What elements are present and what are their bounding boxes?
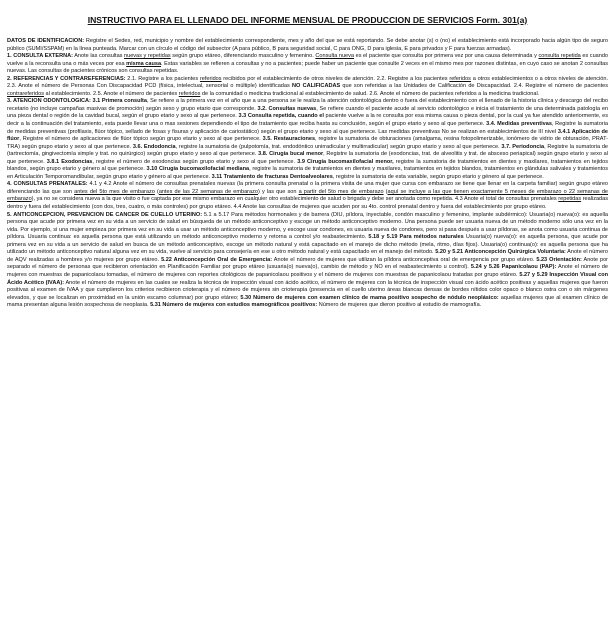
paragraph-text: Anote por separado el número de personas que recibieron orientación en Planificación Familiar por grupo etáreo (usuaria(o) nueva(o), cambio de método y NO en el reabastecimiento u control). — [7, 256, 609, 271]
paragraph — [7, 38, 608, 53]
paragraph-text: ( — [154, 188, 159, 195]
paragraph-text: Anote las consultas — [72, 53, 125, 60]
paragraph-text: Anote el número de mujeres en las cuales se realiza la técnica de inspección visual con ácido acético, el número de mujeres con la técnica de inspección visual con ácido acético positivas y aquellas mujeres que fueron positivas al examen de IVAA y que cumplieron los criterios recibieron crioterapia y el número de mujeres sin crioterapia (presencia en el cuello uterino áreas blancas densas de bordes nítidos color opaco o blanco ostra con o sin márgenes elevados, y que se localizan en proximidad en la unión escamo columnar) por grupo etáreo; — [7, 279, 608, 301]
paragraph-text: Consulta nueva — [315, 53, 355, 60]
bold-text: 5.30 Número de mujeres con examen clínico de mama positivo sospecho de nódulo neoplásico: — [240, 294, 499, 301]
paragraph-text: paciente vuelve a la re consulta por esa misma causa o pieza dental, por la cual ya fue atendido anteriormente, es decir a la continuación del tratamiento, esta puede llevar una o mas sesiones dependiendo el tipo de tratamiento que reciba hasta su conclusión, según el grupo etario y sexo al que pertenece. — [7, 113, 608, 128]
paragraph-text: Anote el número de AQV realizadas a hombres y/o mujeres por grupo etáreo. — [7, 249, 608, 263]
bold-text: DATOS DE IDENTIFICACION: — [7, 38, 85, 44]
bold-text: 3.4. Medidas preventivas — [486, 121, 552, 128]
paragraph-text: 2.1. Registre a los pacientes — [125, 75, 200, 82]
bold-text: 3.4.1 Aplicación de flúor — [7, 128, 608, 143]
paragraph-text: registre la sumatoria de tratamientos en dientes y maxilares, tratamientos en tejidos blandos, según grupo etario y género al que pertenece. — [7, 158, 608, 173]
paragraph — [7, 98, 608, 181]
paragraph-text: Usuaria(o) nueva(o): es aquella persona, que acude por primera vez en su vida a un servicio de salud en busca de un método anticonceptivo, escoge un método natural y está capacitado en el manejo de dicho método (mela, ritmo, días fijos). Usuaria(o) continua(o): es aquella persona que ha utilizado un método anticonceptivo natural alguna vez en su vida, vuelve al servicio para consejería en ese u otro método natural y está capacitado en el manejo del método. — [7, 234, 609, 256]
bold-text: 5.22 Anticoncepción Oral de Emergencia: — [161, 256, 273, 263]
paragraph-text: Anote el número de mujeres con muestras de papanicolaou tomadas, el número de mujeres con reportes citológicos de papanicolaou positivos y el número de mujeres con muestras de papanicolaou tratadas por grupo etáreo. — [7, 264, 608, 278]
paragraph-text: es el paciente que consulta por primera vez por una causa determinada y — [354, 53, 539, 60]
paragraph — [7, 76, 608, 99]
paragraph-text: recibidos por el establecimiento de otros niveles de atención. 2.2. Registre a los pacientes — [221, 75, 450, 82]
paragraph-text: ) y las que son — [257, 188, 299, 195]
paragraph-text: , registre la sumatoria de esta variable, según grupo etario y género al que pertenece. — [332, 173, 544, 180]
paragraph-text: aquellas mujeres que al examen clínico de mama presentan alguna lesión sospechosa de neoplasia. — [7, 294, 608, 309]
paragraph-text: , Registre la sumatoria de (exodoncias, trat. de alveolitis y trat. de absceso periapical) según grupo etario y sexo al que pertenece. — [7, 151, 608, 165]
document-title: INSTRUCTIVO PARA EL LLENADO DEL INFORME MENSUAL DE PRODUCCION DE SERVICIOS Form. 301(a) — [87, 15, 528, 25]
bold-text: 5.31 Número de mujeres con estudios mamográficos positivos: — [150, 302, 318, 309]
bold-text: 5. ANTICONCEPCION, PREVENCION DE CANCER DE CUELLO UTERINO: — [7, 211, 203, 218]
paragraph-text: , Registre la sumatoria de (tartrectomía, gingivectomía simple y trat. no quirúrgico) según grupo etario y sexo al que pertenece. — [7, 143, 608, 158]
paragraph-text: , Registre el número de aplicaciones de flúor tópico según grupo etario y sexo al que pertenece. — [19, 136, 263, 143]
paragraph-text: referidos — [449, 75, 471, 82]
paragraph-text: , registre la sumatoria de tratamientos en dientes y maxilares, tratamientos en tejidos blandos, tratamientos en glándulas salivales y tratamientos en Articulación Temporomandibular, según grupo etario y género al que pertenece. — [7, 166, 608, 180]
bold-text: 5.27 y 5.29 Inspección Visual con Ácido Acético (IVAA): — [7, 271, 608, 286]
bold-text: 3.11 Tratamiento de fracturas Dentoalveolares — [211, 173, 333, 180]
paragraph-text: es cuando vuelve a la reconsulta una o más veces por esa — [7, 53, 609, 67]
paragraph-text: a partir del 5to mes de embarazo — [298, 188, 384, 195]
bold-text: 1. CONSULTA EXTERNA: — [7, 53, 73, 60]
paragraph-text: Registre el Sedes, red, municipio y nombre del establecimiento correspondiente, mes y año del que se está reportando. Se debe anotar (s) o (no) el establecimiento está incorporado hacia algún tipo de seguro público (SUMI/SSPAM) en la línea punteada. Marcar con un círculo el código del subsector (A para público, B para seguridad social, C para ONG, D para iglesia, E para privados y F para fuerzas armadas). — [7, 38, 608, 52]
paragraph-text: de la comunidad o medicina tradicional al establecimiento de salud. 2.6. Anote el número de pacientes referidos a la medicina tradicional. — [200, 90, 540, 97]
bold-text: 3.9 Cirugía bucomaxilofacial menor, — [297, 158, 394, 165]
paragraph-text: que son referidas a las Unidades de Calificación de Discapacidad. 2.4. Registre el número de pacientes — [340, 83, 608, 90]
bold-text: 2. REFERENCIAS Y CONTRAREFERENCIAS: — [7, 75, 126, 82]
bold-text: 3.3 Consulta repetida, cuando el — [238, 113, 324, 120]
paragraph-text: según grupo etáreo, diferenciando masculino y femenino. — [170, 53, 316, 60]
paragraph-text: al establecimiento. 2.5. Anote el número de pacientes — [44, 90, 179, 97]
bold-text: 5.23 Orientación: — [536, 256, 582, 263]
bold-text: 3. ATENCION ODONTOLOGICA: 3.1 Primera consulta — [7, 98, 147, 105]
paragraph-text: contrareferidos — [7, 90, 44, 97]
paragraph-text: , Se refiere cuando el paciente acude al servicio odontológico e inicia el tratamiento de una determinada patología en una pieza dental o región de la cavidad bucal, según el grupo etario y sexo al que pertenece. — [7, 105, 609, 120]
bold-text: NO CALIFICADAS — [292, 83, 341, 90]
paragraph-text: referidos — [178, 90, 201, 97]
bold-text: 5.18 y 5.19 Para métodos naturales — [368, 234, 464, 241]
paragraph-text: 4.1 y 4.2 Anote el número de consultas prenatales nuevas (la primera consulta prenatal o la primera visita de una mujer que cursa con embarazo se tiene que llenar en la carpeta familiar) según grupo etáreo diferenciando las que son — [7, 181, 608, 195]
paragraph-text: , Se refiere a la primera vez en el año que a una persona se le realiza la atención odontológica dentro o fuera del establecimiento con el llenado de la historia clínica y descargo del recibo recetario (no incluye campañas masivas de promoción) según sexo y grupo etario que corresponde. — [7, 98, 608, 112]
paragraph-text: , registre la sumatoria de (pulpotomía, trat. endodóntico unirradicular y multirradicular) según grupo etario y sexo al que pertenece. — [175, 143, 502, 150]
paragraph-text: , registre el número de exodoncias según grupo etario y sexo al que pertenece. — [92, 158, 298, 165]
paragraph-text: antes del 5to mes de embarazo — [74, 188, 155, 195]
paragraph-text: realizadas dentro y fuera del establecimiento (con dos, tres, cuatro, o más controles) por grupo etáreo. 4.4 Anote las consultas de mujeres que acuden por su 4to. control prenatal dentro y fuera del establecimiento por grupo etáreo. — [7, 196, 608, 211]
bold-text: 4. CONSULTAS PRENATALES: — [7, 181, 88, 188]
paragraph-text: ( — [383, 188, 388, 195]
paragraph-text: Número de mujeres que dieron positivo al estudio de mamografía. — [317, 302, 482, 309]
bold-text: 3.8. Cirugía bucal menor — [258, 151, 324, 158]
paragraph — [7, 181, 608, 211]
paragraph — [7, 212, 608, 310]
paragraph-text: Anote el número de mujeres que utilizan la píldora anticonceptiva oral de emergencia por grupo etáreo. — [272, 256, 537, 263]
paragraph-text: nuevas y repetidas — [124, 53, 171, 60]
bold-text: 5.24 y 5.26 Papanicolaou (PAP): — [470, 264, 557, 271]
paragraph — [7, 53, 608, 76]
paragraph-text: ), ya no se considera nueva a la que visito o fue captada por ese mismo embarazo en cualquier otro establecimiento de salud o brigada y debe ser anotada como repetida. 4.3 Anote el total de consultas prenatales — [31, 196, 559, 203]
bold-text: 3.5. Restauraciones — [262, 136, 316, 143]
paragraph-text: consulta repetida — [538, 53, 581, 60]
paragraph-text: , Registre la sumatoria de medidas preventivas (profilaxis, flúor tópico, sellado de fosas y fisuras y aplicación de cariostático) según el grupo etario y sexo al que pertenece. Las medidas preventivas No se realizan en establecimientos de III nivel — [7, 121, 608, 135]
paragraph-text: , registre la sumatoria de obturaciones (amalgama, resina fotopolimerizable, ionómero de vidrio de obturación, PRAT-TRA) según grupo etario y sexo al que pertenece. — [7, 136, 608, 150]
document-body — [7, 38, 608, 310]
paragraph-text: . Estas variables se refieren a consultas y no a pacientes; puede haber un paciente que consulte 2 veces en el mismo mes por razones distintas, en cuyo caso se anotan 2 consultas nuevas. Las consultas de pacientes crónicos son consultas repetidas. — [7, 60, 608, 75]
bold-text: 3.10 Cirugía bucomaxilofacial mediana — [146, 166, 250, 173]
bold-text: misma causa — [126, 60, 162, 67]
paragraph-text: 5.1 a 5.17 Para métodos hormonales y de barrera (DIU, píldora, inyectable, condón masculino y femenino, implante subdérmico): Usuaria(o) nueva(o): es aquella persona que acude por primera vez en su vida a un servicio de salud en búsqueda de un método anticonceptivo y escoge un método anticonceptivo moderno. Una persona puede ser usuaria nueva de un método moderno sólo una vez en la vida. Por ejemplo, si una mujer empieza por primera vez en su vida a usar un método anticonceptivo moderno, y escoge usar condones, es usuaria nueva de condones, pero si pasa después a usar píldoras, se anota como usuaria continua de píldora. Usuaria continua: es aquella persona que está utilizando un método anticonceptivo moderno y retorna a control y/o reabastecimiento. — [7, 211, 608, 241]
paragraph-text: referidos — [199, 75, 222, 82]
bold-text: 3.7. Periodoncia — [501, 143, 545, 150]
bold-text: 3.6. Endodoncia — [132, 143, 176, 150]
paragraph-text: repetidas — [558, 196, 582, 203]
paragraph-text: a otros establecimientos o a otros niveles de atención. 2.3. Anote el número de Personas Con Discapacidad PCD (física, intelectual, sensorial o múltiple) identificadas — [7, 75, 609, 90]
bold-text: 3.2. Consultas nuevas — [257, 105, 317, 112]
bold-text: 5.20 y 5.21 Anticoncepción Quirúrgica Voluntaria: — [435, 249, 566, 256]
paragraph-text: antes de las 22 semanas de embarazo — [158, 188, 258, 195]
bold-text: 3.8.1 Exodoncias — [46, 158, 93, 165]
paragraph-text: aquí se incluye a las que tienen exactamente 5 meses de embarazo o 22 semanas de embarazo — [7, 188, 608, 203]
